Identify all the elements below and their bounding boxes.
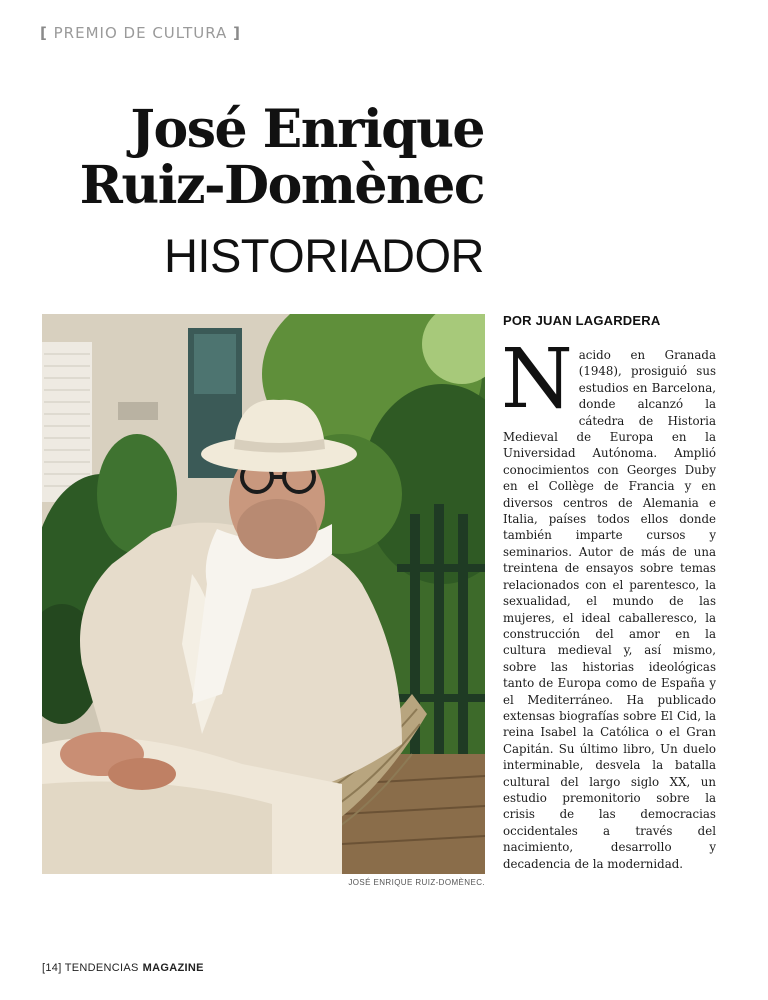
portrait-illustration	[42, 314, 485, 874]
article-text: acido en Granada (1948), prosiguió sus estudios en Barcelona, donde alcanzó la cátedra de Historia Medieval de Europa en la Universidad Autónoma. Amplió conocimientos con Georges Duby en el Collège de Francia y en diversos centros de Alemania e Italia, países todos ellos donde también imparte cursos y seminarios. Autor de más de una treintena de ensayos sobre temas relacionados con el parentesco, la sexualidad, el mundo de las mujeres, el ideal caballeresco, la construcción del amor en la cultura medieval y, así mismo, sobre las historias ideológicas tanto de Europa como de España y el Mediterráneo. Ha publicado extensas biografías sobre El Cid, la reina Isabel la Católica o el Gran Capitán. Su último libro, Un duelo interminable, desvela la batalla cultural del largo siglo XX, un estudio premonitorio sobre la crisis de las democracias occidentales a través del nacimiento, desarrollo y decadencia de la modernidad.	[503, 348, 716, 871]
article-body	[501, 332, 716, 872]
byline: POR JUAN LAGARDERA	[503, 313, 661, 328]
section-tag-label: PREMIO DE CULTURA	[53, 24, 228, 42]
section-tag	[40, 24, 241, 42]
article-subtitle: HISTORIADOR	[163, 229, 484, 282]
publication-name: TENDENCIAS	[64, 962, 139, 974]
publication-brand: MAGAZINE	[142, 962, 204, 974]
headline-name-line-2: Ruiz-Domènec	[79, 155, 484, 216]
portrait-photo	[42, 314, 485, 874]
section-tag-open-bracket: [	[40, 24, 48, 42]
article-headline	[79, 99, 484, 216]
section-tag-close-bracket: ]	[233, 24, 241, 42]
photo-caption: JOSÉ ENRIQUE RUIZ-DOMÈNEC.	[348, 878, 485, 887]
page-number: [14]	[42, 962, 62, 974]
page-footer	[42, 962, 204, 974]
headline-name-line-1: José Enrique	[130, 99, 484, 160]
drop-cap: N	[501, 332, 573, 427]
